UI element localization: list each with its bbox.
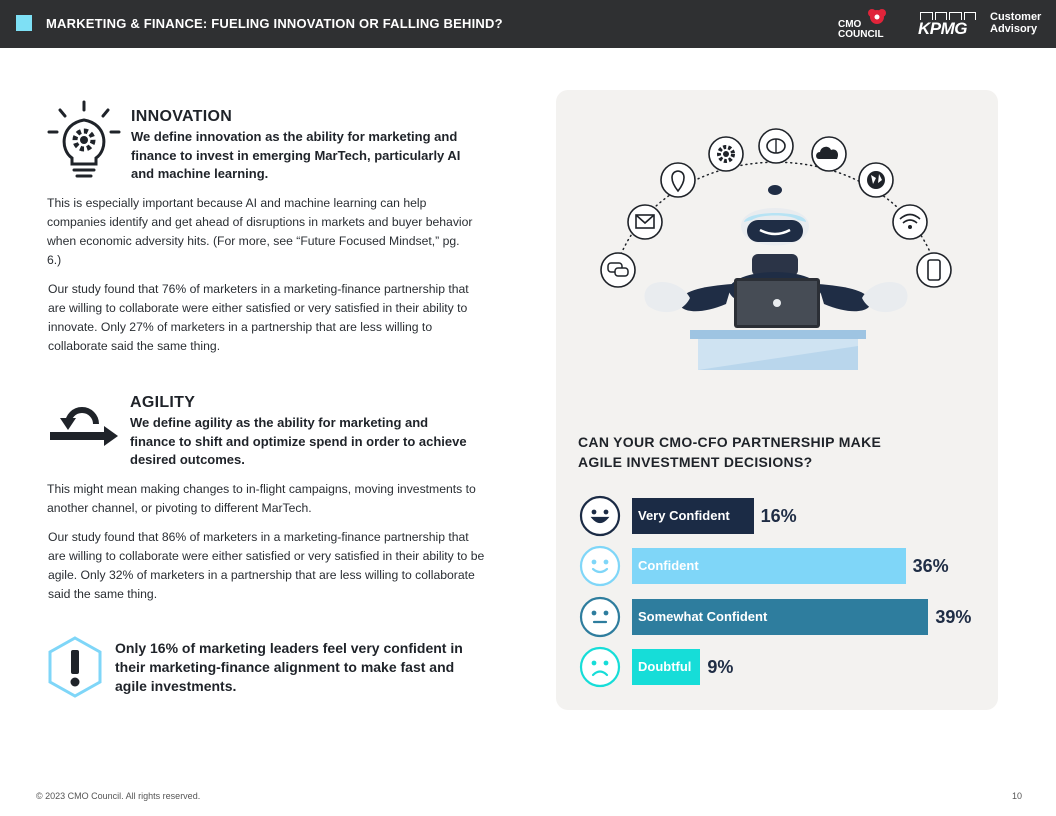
brain-icon — [759, 129, 793, 163]
bar-value-label: 16% — [760, 506, 797, 526]
customer-advisory-logo — [990, 11, 1041, 35]
chart-title — [578, 432, 898, 472]
agility-title: AGILITY — [130, 394, 196, 411]
chart-title-text: CAN YOUR CMO-CFO PARTNERSHIP MAKE AGILE INVESTMENT DECISIONS? — [578, 434, 882, 470]
cloud-icon — [812, 137, 846, 171]
agility-definition-text: We define agility as the ability for marketing and finance to shift and optimize spend in order to achieve desired outcomes. — [130, 415, 467, 467]
bar-value-label: 9% — [707, 656, 734, 677]
exclamation-hexagon-icon — [48, 636, 102, 698]
very-happy-face-icon — [579, 495, 621, 537]
innovation-title: INNOVATION — [131, 108, 233, 125]
lightbulb-gear-icon — [46, 100, 122, 180]
header-bar — [0, 0, 1056, 48]
callout-text: Only 16% of marketing leaders feel very confident in their marketing-finance alignment to make fast and agile investments. — [115, 640, 463, 694]
bar-label: Confident — [638, 558, 699, 574]
globe-icon — [859, 163, 893, 197]
bar-label: Somewhat Confident — [638, 608, 768, 624]
agility-arrow-icon — [48, 396, 120, 446]
bar-label: Doubtful — [638, 658, 692, 674]
mail-icon — [628, 205, 662, 239]
kpmg-wordmark: KPMG — [918, 19, 967, 38]
location-pin-icon — [661, 163, 695, 197]
bar-value-label: 39% — [935, 606, 972, 627]
chat-icon — [601, 253, 635, 287]
phone-icon — [917, 253, 951, 287]
neutral-face-icon — [579, 596, 621, 638]
kpmg-logo — [918, 12, 980, 38]
agility-paragraph-1: This might mean making changes to in-flight campaigns, moving investments to another channel, or pivoting to different MarTech. — [47, 482, 476, 515]
bar-label: Very Confident — [638, 508, 730, 523]
bar-very-confident — [632, 498, 754, 534]
innovation-paragraph-2: Our study found that 76% of marketers in a marketing-finance partnership that are willing to collaborate were either satisfied or very satisfied in their ability to innovate. Only 27% of marketers in a partnership that are less willing to collaborate said the same thing. — [48, 282, 469, 353]
page-number: 10 — [1012, 791, 1023, 801]
robot-illustration — [586, 118, 966, 378]
bar-value-label: 36% — [912, 556, 949, 577]
sad-face-icon — [579, 646, 621, 688]
gear-icon — [709, 137, 743, 171]
agility-paragraph-2: Our study found that 86% of marketers in a marketing-finance partnership that are willing to collaborate were either satisfied or very satisfied in their ability to be agile. Only 32% of marketers in a partnership that are less willing to collaborate said the same thing. — [48, 530, 485, 601]
cmo-flower-icon — [866, 8, 888, 26]
customer-advisory-line1: Customer — [990, 11, 1042, 23]
smiling-face-icon — [579, 545, 621, 587]
bar-confident — [632, 548, 906, 584]
cmo-logo-line2: COUNCIL — [838, 29, 884, 40]
innovation-definition: We define innovation as the ability for marketing and finance to invest in emerging MarTech, particularly AI and machine learning. — [131, 129, 461, 181]
innovation-paragraph-1: This is especially important because AI and machine learning can help companies identify and get ahead of disruptions in markets and buyer behavior when economic adversity hits. (For more, see “Future Focused Mindset,” pg. 6.) — [47, 196, 473, 267]
bar-doubtful — [632, 649, 700, 685]
header-title: MARKETING & FINANCE: FUELING INNOVATION OR FALLING BEHIND? — [46, 16, 503, 31]
customer-advisory-line2: Advisory — [990, 23, 1038, 35]
bar-somewhat-confident — [632, 599, 928, 635]
wifi-icon — [893, 205, 927, 239]
cmo-logo-line1: CMO — [838, 19, 862, 30]
cmo-council-logo — [836, 8, 896, 42]
header-accent-square — [16, 15, 32, 31]
agility-definition — [130, 414, 470, 470]
footer-copyright: © 2023 CMO Council. All rights reserved. — [36, 791, 201, 801]
robot — [645, 185, 908, 370]
